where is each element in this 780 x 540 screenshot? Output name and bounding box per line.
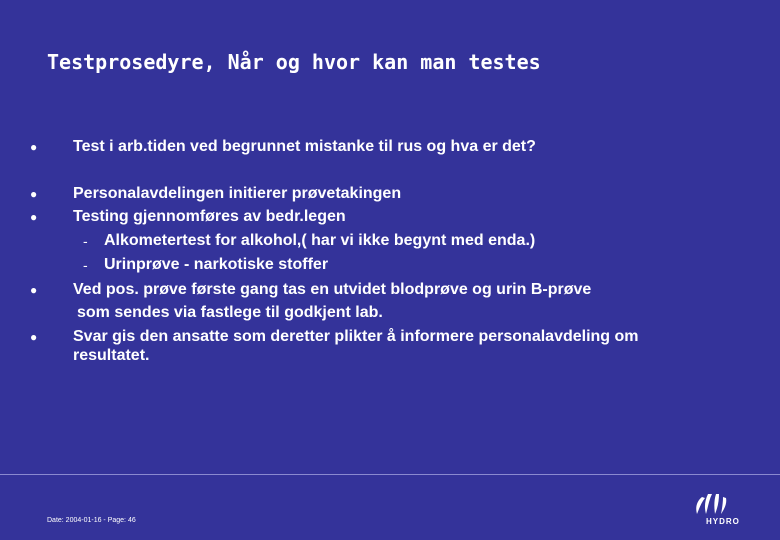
dash-icon: -	[83, 233, 88, 249]
sub-bullet-text: Alkometertest for alkohol,( har vi ikke begynt med enda.)	[104, 232, 536, 249]
sub-bullet-text: Urinprøve - narkotiske stoffer	[104, 256, 329, 273]
bullet-icon: ●	[30, 140, 38, 154]
bullet-text: Test i arb.tiden ved begrunnet mistanke til rus og hva er det?	[73, 138, 536, 155]
bullet-text: Svar gis den ansatte som deretter plikter å informere personalavdeling om	[73, 328, 639, 345]
hydro-logo-text: HYDRO	[706, 517, 740, 526]
bullet-text: Ved pos. prøve første gang tas en utvidet blodprøve og urin B-prøve	[73, 281, 592, 298]
footer-divider	[0, 474, 780, 475]
bullet-text: Personalavdelingen initierer prøvetakingen	[73, 185, 402, 202]
slide-title: Testprosedyre, Når og hvor kan man testes	[47, 50, 541, 74]
bullet-text-continuation: som sendes via fastlege til godkjent lab.	[77, 304, 383, 321]
bullet-text-continuation: resultatet.	[73, 347, 150, 364]
bullet-icon: ●	[30, 210, 38, 224]
bullet-text: Testing gjennomføres av bedr.legen	[73, 208, 346, 225]
footer-date-page: Date: 2004-01-16 - Page: 46	[47, 517, 136, 524]
bullet-icon: ●	[30, 330, 38, 344]
dash-icon: -	[83, 257, 88, 273]
bullet-icon: ●	[30, 187, 38, 201]
bullet-icon: ●	[30, 283, 38, 297]
